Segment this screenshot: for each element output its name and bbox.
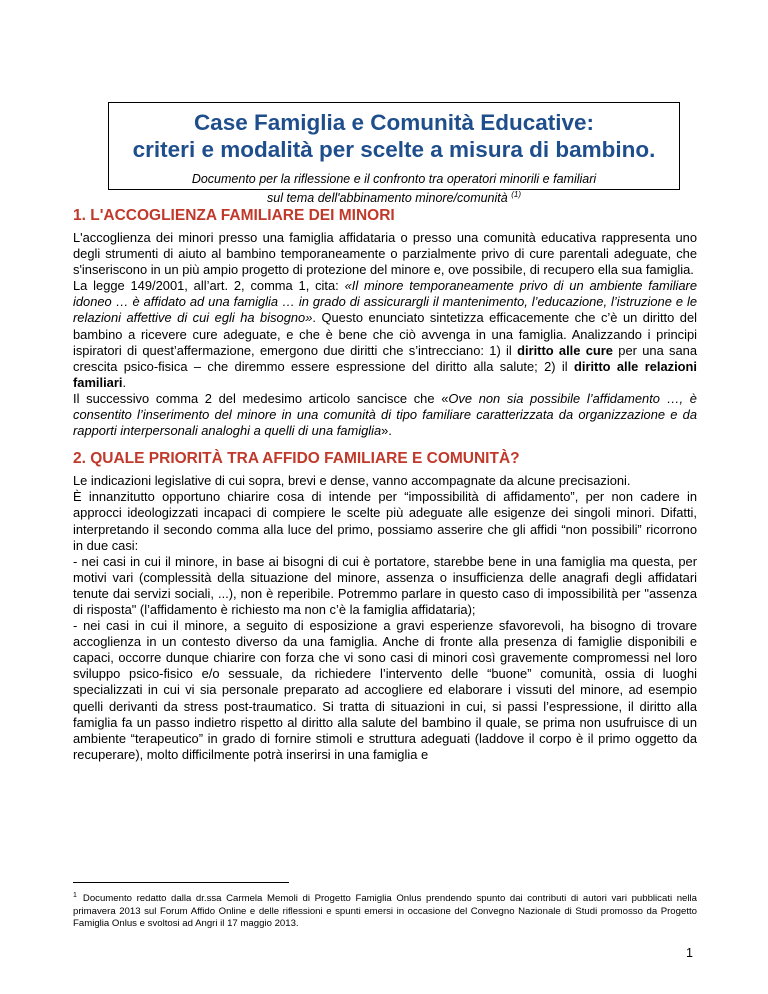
s1p2-mid-2: per una sana crescita psico-fisica – che diremmo essere espressione del diritto alla salute; 2) il [73,342,698,374]
s1p3-end: ». [381,423,392,439]
subtitle-line-2: sul tema dell'abbinamento minore/comunità [267,191,508,206]
document-title [109,103,679,163]
s1p3-quote: Ove non sia possibile l’affidamento …, è consentito l’inserimento del minore in una comunità di tipo familiare caratterizzata da organizzazione e da rapporti interpersonali analoghi a quelli di una famiglia [73,390,697,439]
section-2-paragraph-1: Le indicazioni legislative di cui sopra, brevi e dense, vanno accompagnate da alcune precisazioni. [73,473,631,489]
s1p2-quote: «Il minore temporaneamente privo di un ambiente familiare idoneo … è affidato ad una famiglia … in grado di assicurargli il mantenimento, l’educazione, l’istruzione e le relazioni affettive di cui egli ha bisogno» [73,278,698,326]
document-body [73,206,697,763]
section-2-bullet-1: - nei casi in cui il minore, in base ai bisogni di cui è portatore, starebbe bene in una famiglia ma questa, per motivi vari (complessità della situazione del minore, assenza o insufficienza delle anagrafi degli affidatari tenute dai servizi sociali, ...), non è reperibile. Potremmo parlare in questo caso di impossibilità per "assenza di risposta" (l’affidamento è richiesto ma non c’è la famiglia affidataria); [73,553,697,617]
title-line-1: Case Famiglia e Comunità Educative: [193,110,595,135]
section-1-paragraph-3 [73,391,697,439]
s1p2-bold-1: diritto alle cure [517,342,613,358]
section-2-bullet-2: - nei casi in cui il minore, a seguito di esposizione a gravi esperienze sfavorevoli, ha bisogno di trovare accoglienza in un contesto diverso da una famiglia. Anche di fronte alla presenza di famiglie disponibili e capaci, occorre dunque chiarire con forza che vi sono casi di minori così gravemente compromessi nel loro sviluppo psico-fisico e/o sessuale, da richiedere l’intervento delle “buone” comunità, ossia di luoghi specializzati in cui vi sia personale preparato ad accogliere ed elaborare i vissuti del minore, ad esempio quelli derivanti da stress post-traumatico. Si tratta di situazioni in cui, si passi l’espressione, il diritto alla famiglia fa un passo indietro rispetto al diritto alla salute del bambino il quale, se prima non usufruisce di un ambiente “terapeutico” in grado di fornire stimoli e struttura adeguati (laddove il corpo è il primo oggetto da recuperare), molto difficilmente potrà inserirsi in una famiglia e [73,618,697,762]
s1p2-start: La legge 149/2001, all’art. 2, comma 1, cita: [73,278,345,294]
footnote [73,890,697,931]
title-line-2: criteri e modalità per scelte a misura di bambino. [132,137,656,162]
s1p2-mid: . Questo enunciato sintetizza efficacemente che c’è un diritto del bambino a ricevere cure adeguate, e che è bene che ciò avvenga in una famiglia. Analizzando i principi ispiratori di quest’affermazione, emergono due diritti che s’intrecciano: 1) il [73,310,697,358]
footnote-marker: 1 [73,892,77,899]
footnote-separator [73,882,289,883]
s1p2-end: . [122,374,127,390]
page-number: 1 [686,946,693,960]
document-subtitle [109,171,679,206]
section-2-heading: 2. QUALE PRIORITÀ TRA AFFIDO FAMILIARE E COMUNITÀ? [73,450,520,468]
section-1-paragraph-1: L'accoglienza dei minori presso una famiglia affidataria o presso una comunità educativa rappresenta uno degli strumenti di aiuto al bambino temporaneamente o parzialmente privo di cure parentali adeguate, che s'inseriscono in un più ampio progetto di protezione del minore e, ove possibile, di recupero ella sua famiglia. [73,230,697,278]
section-1-paragraph-2 [73,278,697,391]
s1p3-start: Il successivo comma 2 del medesimo articolo sancisce che « [73,390,449,406]
footnote-text: Documento redatto dalla dr.ssa Carmela Memoli di Progetto Famiglia Onlus prendendo spunto dai contributi di autori vari pubblicati nella primavera 2013 sul Forum Affido Online e delle riflessioni e spunti emersi in occasione del Convegno Nazionale di Studi promosso da Progetto Famiglia Onlus e svoltosi ad Angri il 17 maggio 2013. [73,893,697,930]
footnote-reference: (1) [511,190,521,199]
title-box [108,102,680,206]
section-1-heading: 1. L'ACCOGLIENZA FAMILIARE DEI MINORI [73,207,395,224]
subtitle-line-1: Documento per la riflessione e il confronto tra operatori minorili e familiari [191,172,597,186]
section-2-paragraph-2: È innanzitutto opportuno chiarire cosa di intende per “impossibilità di affidamento”, per non cadere in approcci ideologizzati incapaci di compiere le scelte più adeguate alle esigenze dei singoli minori. Difatti, interpretando il secondo comma alla luce del primo, possiamo asserire che gli affidi “non possibili” ricorrono in due casi: [73,489,697,553]
s1p2-bold-2: diritto alle relazioni familiari [73,358,697,390]
